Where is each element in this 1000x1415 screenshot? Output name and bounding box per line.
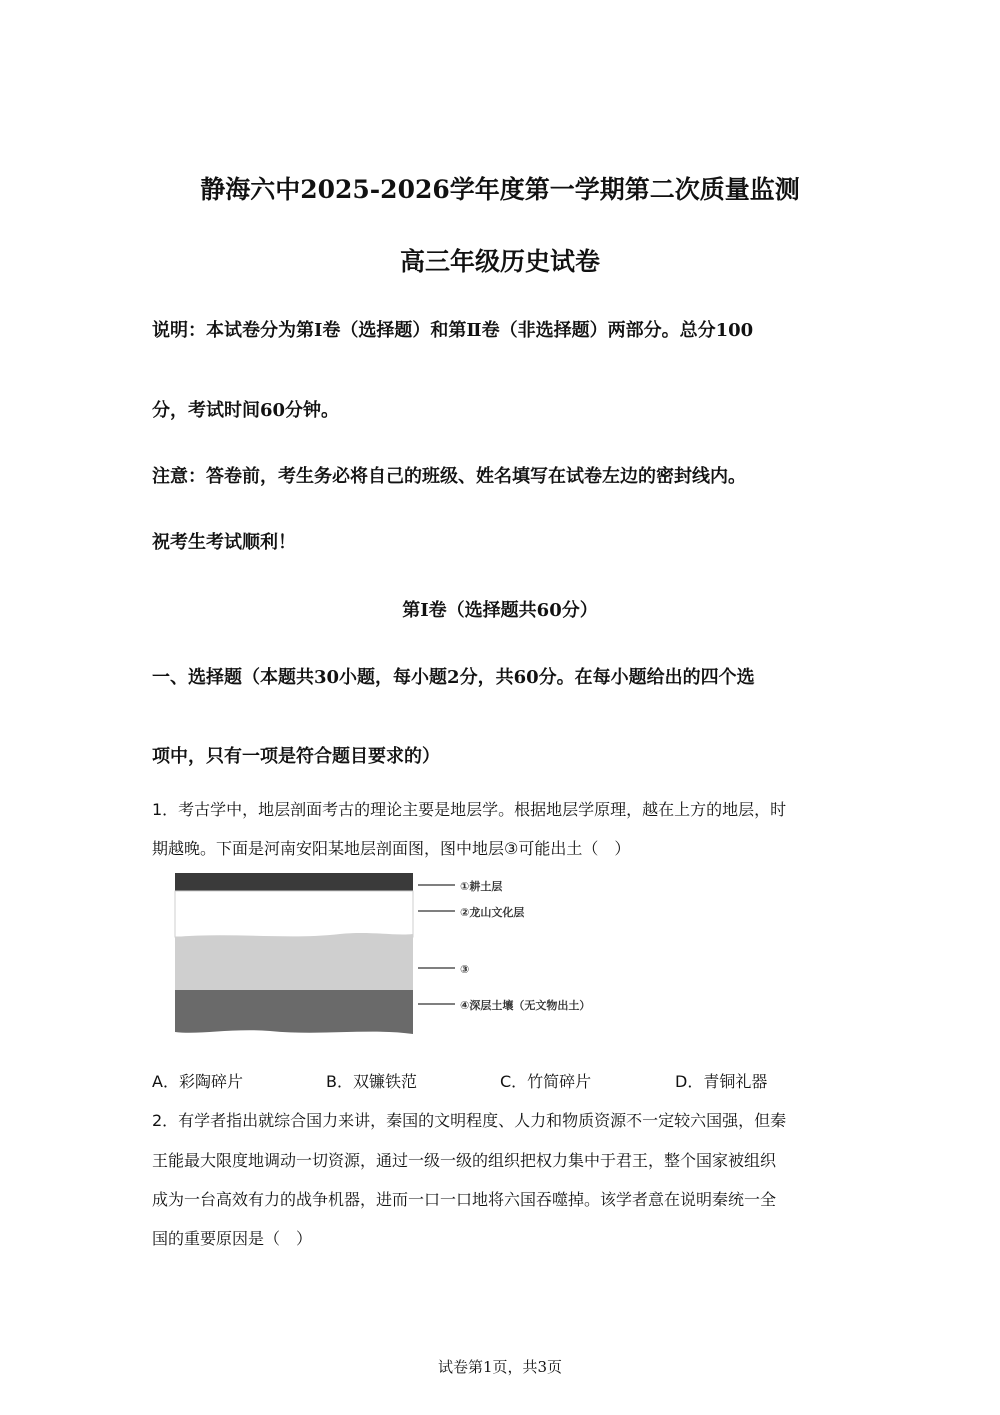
diagram-label-4: ④深层土壤（无文物出土） [460,999,591,1012]
instructions-note: 注意：答卷前，考生务必将自己的班级、姓名填写在试卷左边的密封线内。 [152,466,746,487]
section-title: 第Ⅰ卷（选择题共60分） [402,600,598,621]
page-footer: 试卷第1页，共3页 [437,1358,563,1376]
section-heading-line2: 项中，只有一项是符合题目要求的） [152,746,440,767]
question1-option-a: A．彩陶碎片 [152,1072,243,1091]
stratigraphy-diagram [170,870,630,1040]
question1-option-d: D．青铜礼器 [675,1072,768,1091]
layer-1-plough-soil [175,873,413,891]
question1-line2: 期越晚。下面是河南安阳某地层剖面图，图中地层③可能出土（ ） [152,839,631,858]
question2-line4: 国的重要原因是（ ） [152,1229,313,1248]
question1-line1: 1．考古学中，地层剖面考古的理论主要是地层学。根据地层学原理，越在上方的地层，时 [152,800,787,819]
layer-2-longshan-culture [175,891,413,937]
question2-line3: 成为一台高效有力的战争机器，进而一口一口地将六国吞噬掉。该学者意在说明秦统一全 [152,1190,777,1209]
question1-option-c: C．竹简碎片 [500,1072,592,1091]
diagram-label-1: ①耕土层 [460,880,503,893]
exam-title: 静海六中2025-2026学年度第一学期第二次质量监测 [200,175,800,204]
layer-4-deep-soil [175,990,413,1034]
diagram-label-3: ③ [460,963,470,976]
question1-option-b: B．双镰铁范 [326,1072,417,1091]
question2-line1: 2．有学者指出就综合国力来讲，秦国的文明程度、人力和物质资源不一定较六国强，但秦 [152,1111,787,1130]
instructions-line1: 说明：本试卷分为第Ⅰ卷（选择题）和第Ⅱ卷（非选择题）两部分。总分100 [152,320,754,341]
instructions-wish: 祝考生考试顺利！ [152,532,296,553]
question2-line2: 王能最大限度地调动一切资源，通过一级一级的组织把权力集中于君王，整个国家被组织 [152,1151,777,1170]
layer-3 [175,933,413,990]
instructions-line2: 分，考试时间60分钟。 [152,400,340,421]
exam-subtitle: 高三年级历史试卷 [399,247,600,276]
section-heading-line1: 一、选择题（本题共30小题，每小题2分，共60分。在每小题给出的四个选 [152,667,755,688]
diagram-label-2: ②龙山文化层 [460,906,525,919]
